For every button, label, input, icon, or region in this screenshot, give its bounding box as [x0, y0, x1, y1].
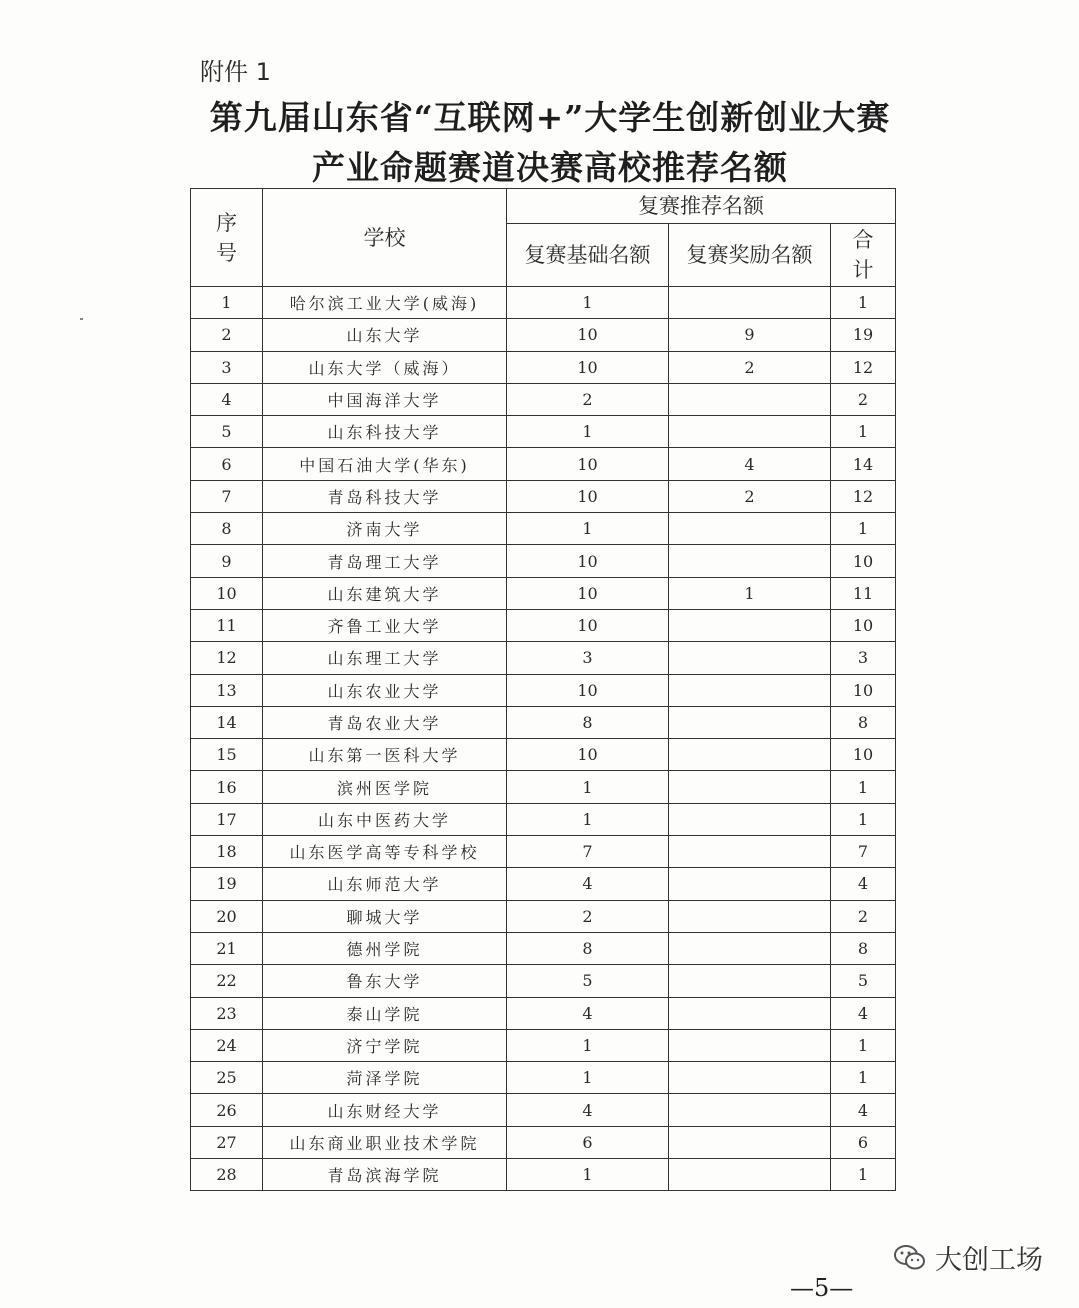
- cell-base: 10: [507, 480, 669, 512]
- cell-school: 齐鲁工业大学: [263, 609, 507, 641]
- cell-base: 10: [507, 577, 669, 609]
- cell-school: 山东大学: [263, 319, 507, 351]
- header-index: [191, 189, 263, 287]
- table-body: [191, 287, 896, 1191]
- cell-index: 24: [191, 1029, 263, 1061]
- cell-total: 2: [831, 900, 896, 932]
- cell-base: 10: [507, 674, 669, 706]
- cell-index: 4: [191, 383, 263, 415]
- cell-index: 23: [191, 997, 263, 1029]
- cell-school: 青岛理工大学: [263, 545, 507, 577]
- cell-school: 山东第一医科大学: [263, 739, 507, 771]
- cell-total: 1: [831, 1029, 896, 1061]
- cell-reward: 9: [669, 319, 831, 351]
- table-row: [191, 1094, 896, 1126]
- cell-base: 2: [507, 900, 669, 932]
- cell-base: 8: [507, 932, 669, 964]
- cell-school: 山东中医药大学: [263, 803, 507, 835]
- cell-base: 10: [507, 319, 669, 351]
- table-row: [191, 1126, 896, 1158]
- cell-total: 12: [831, 480, 896, 512]
- cell-total: 10: [831, 739, 896, 771]
- cell-index: 12: [191, 642, 263, 674]
- table-row: [191, 1062, 896, 1094]
- table-row: [191, 416, 896, 448]
- cell-school: 菏泽学院: [263, 1062, 507, 1094]
- cell-index: 25: [191, 1062, 263, 1094]
- cell-reward: [669, 1159, 831, 1191]
- scan-speck: [80, 318, 83, 320]
- cell-base: 10: [507, 448, 669, 480]
- cell-reward: [669, 287, 831, 319]
- cell-index: 16: [191, 771, 263, 803]
- cell-reward: 4: [669, 448, 831, 480]
- cell-total: 1: [831, 1159, 896, 1191]
- cell-total: 8: [831, 706, 896, 738]
- cell-index: 14: [191, 706, 263, 738]
- cell-reward: [669, 674, 831, 706]
- table-row: [191, 932, 896, 964]
- cell-reward: [669, 771, 831, 803]
- quota-table: [190, 188, 896, 1191]
- cell-index: 26: [191, 1094, 263, 1126]
- cell-base: 4: [507, 1094, 669, 1126]
- cell-base: 1: [507, 1159, 669, 1191]
- cell-base: 10: [507, 609, 669, 641]
- cell-reward: [669, 545, 831, 577]
- cell-reward: [669, 1126, 831, 1158]
- header-base: [507, 224, 669, 287]
- cell-reward: 2: [669, 480, 831, 512]
- cell-school: 济宁学院: [263, 1029, 507, 1061]
- table-row: [191, 739, 896, 771]
- cell-reward: [669, 836, 831, 868]
- header-reward: [669, 224, 831, 287]
- header-reward-text: 复赛奖励名额: [686, 243, 813, 267]
- table-row: [191, 674, 896, 706]
- cell-total: 12: [831, 351, 896, 383]
- cell-reward: [669, 997, 831, 1029]
- cell-reward: [669, 900, 831, 932]
- cell-index: 2: [191, 319, 263, 351]
- header-index-text: 序号: [216, 210, 237, 265]
- title-line-1: 第九届山东省“互联网+”大学生创新创业大赛: [209, 98, 891, 137]
- table-row: [191, 706, 896, 738]
- cell-base: 2: [507, 383, 669, 415]
- cell-total: 3: [831, 642, 896, 674]
- cell-reward: 2: [669, 351, 831, 383]
- cell-index: 1: [191, 287, 263, 319]
- cell-index: 3: [191, 351, 263, 383]
- cell-total: 11: [831, 577, 896, 609]
- cell-school: 青岛科技大学: [263, 480, 507, 512]
- cell-school: 中国石油大学(华东): [263, 448, 507, 480]
- cell-school: 山东医学高等专科学校: [263, 836, 507, 868]
- cell-index: 21: [191, 932, 263, 964]
- cell-total: 4: [831, 868, 896, 900]
- cell-school: 山东理工大学: [263, 642, 507, 674]
- cell-reward: [669, 868, 831, 900]
- table-row: [191, 287, 896, 319]
- cell-school: 中国海洋大学: [263, 383, 507, 415]
- cell-index: 11: [191, 609, 263, 641]
- cell-reward: [669, 803, 831, 835]
- cell-school: 山东科技大学: [263, 416, 507, 448]
- table-row: [191, 868, 896, 900]
- cell-index: 10: [191, 577, 263, 609]
- header-base-text: 复赛基础名额: [524, 243, 651, 267]
- cell-school: 青岛滨海学院: [263, 1159, 507, 1191]
- cell-total: 1: [831, 513, 896, 545]
- cell-reward: [669, 706, 831, 738]
- cell-reward: 1: [669, 577, 831, 609]
- cell-index: 19: [191, 868, 263, 900]
- header-school: 学校: [263, 189, 507, 287]
- cell-base: 1: [507, 513, 669, 545]
- cell-total: 10: [831, 609, 896, 641]
- cell-base: 1: [507, 771, 669, 803]
- attachment-label: 附件 1: [200, 58, 271, 86]
- cell-index: 15: [191, 739, 263, 771]
- cell-total: 14: [831, 448, 896, 480]
- cell-reward: [669, 965, 831, 997]
- cell-index: 6: [191, 448, 263, 480]
- cell-school: 哈尔滨工业大学(威海): [263, 287, 507, 319]
- cell-index: 28: [191, 1159, 263, 1191]
- table-row: [191, 351, 896, 383]
- cell-school: 山东财经大学: [263, 1094, 507, 1126]
- cell-index: 8: [191, 513, 263, 545]
- cell-school: 山东大学（威海）: [263, 351, 507, 383]
- cell-total: 2: [831, 383, 896, 415]
- cell-base: 1: [507, 803, 669, 835]
- cell-index: 17: [191, 803, 263, 835]
- table-row: [191, 1159, 896, 1191]
- cell-school: 聊城大学: [263, 900, 507, 932]
- cell-total: 7: [831, 836, 896, 868]
- table-row: [191, 513, 896, 545]
- table-row: [191, 997, 896, 1029]
- cell-total: 10: [831, 674, 896, 706]
- cell-total: 4: [831, 1094, 896, 1126]
- cell-base: 1: [507, 1062, 669, 1094]
- table-row: [191, 319, 896, 351]
- watermark: [893, 1238, 1043, 1277]
- header-group: 复赛推荐名额: [507, 189, 896, 224]
- table-row: [191, 836, 896, 868]
- cell-base: 1: [507, 416, 669, 448]
- table-row: [191, 900, 896, 932]
- cell-index: 18: [191, 836, 263, 868]
- cell-reward: [669, 739, 831, 771]
- cell-total: 4: [831, 997, 896, 1029]
- cell-total: 5: [831, 965, 896, 997]
- cell-reward: [669, 416, 831, 448]
- cell-base: 3: [507, 642, 669, 674]
- cell-base: 4: [507, 868, 669, 900]
- table-row: [191, 545, 896, 577]
- cell-school: 鲁东大学: [263, 965, 507, 997]
- table-row: [191, 577, 896, 609]
- table-row: [191, 383, 896, 415]
- cell-base: 1: [507, 1029, 669, 1061]
- cell-school: 山东商业职业技术学院: [263, 1126, 507, 1158]
- cell-school: 山东师范大学: [263, 868, 507, 900]
- cell-base: 5: [507, 965, 669, 997]
- cell-total: 1: [831, 1062, 896, 1094]
- table-row: [191, 965, 896, 997]
- cell-base: 10: [507, 545, 669, 577]
- cell-base: 6: [507, 1126, 669, 1158]
- cell-school: 山东农业大学: [263, 674, 507, 706]
- cell-base: 10: [507, 351, 669, 383]
- cell-school: 滨州医学院: [263, 771, 507, 803]
- title-line-2: 产业命题赛道决赛高校推荐名额: [312, 148, 788, 187]
- cell-base: 10: [507, 739, 669, 771]
- cell-school: 济南大学: [263, 513, 507, 545]
- header-total-text: 合计: [852, 228, 874, 282]
- table-row: [191, 642, 896, 674]
- cell-reward: [669, 932, 831, 964]
- cell-reward: [669, 383, 831, 415]
- cell-base: 1: [507, 287, 669, 319]
- cell-total: 6: [831, 1126, 896, 1158]
- table-row: [191, 771, 896, 803]
- table-row: [191, 803, 896, 835]
- wechat-icon: [893, 1243, 927, 1273]
- cell-index: 5: [191, 416, 263, 448]
- cell-total: 1: [831, 416, 896, 448]
- cell-reward: [669, 609, 831, 641]
- cell-reward: [669, 1029, 831, 1061]
- table-row: [191, 448, 896, 480]
- table-row: [191, 1029, 896, 1061]
- cell-index: 27: [191, 1126, 263, 1158]
- cell-index: 22: [191, 965, 263, 997]
- header-row-1: [191, 189, 896, 224]
- watermark-text: 大创工场: [935, 1245, 1043, 1276]
- cell-school: 青岛农业大学: [263, 706, 507, 738]
- cell-reward: [669, 513, 831, 545]
- cell-school: 山东建筑大学: [263, 577, 507, 609]
- cell-index: 9: [191, 545, 263, 577]
- cell-index: 13: [191, 674, 263, 706]
- table-row: [191, 609, 896, 641]
- page-number: —5—: [790, 1274, 854, 1302]
- cell-total: 1: [831, 771, 896, 803]
- cell-index: 7: [191, 480, 263, 512]
- cell-base: 8: [507, 706, 669, 738]
- header-total: [831, 224, 896, 287]
- cell-total: 8: [831, 932, 896, 964]
- cell-total: 1: [831, 803, 896, 835]
- cell-total: 10: [831, 545, 896, 577]
- cell-reward: [669, 642, 831, 674]
- cell-school: 德州学院: [263, 932, 507, 964]
- cell-reward: [669, 1062, 831, 1094]
- cell-total: 1: [831, 287, 896, 319]
- cell-base: 7: [507, 836, 669, 868]
- cell-reward: [669, 1094, 831, 1126]
- cell-base: 4: [507, 997, 669, 1029]
- cell-total: 19: [831, 319, 896, 351]
- cell-school: 泰山学院: [263, 997, 507, 1029]
- cell-index: 20: [191, 900, 263, 932]
- table-row: [191, 480, 896, 512]
